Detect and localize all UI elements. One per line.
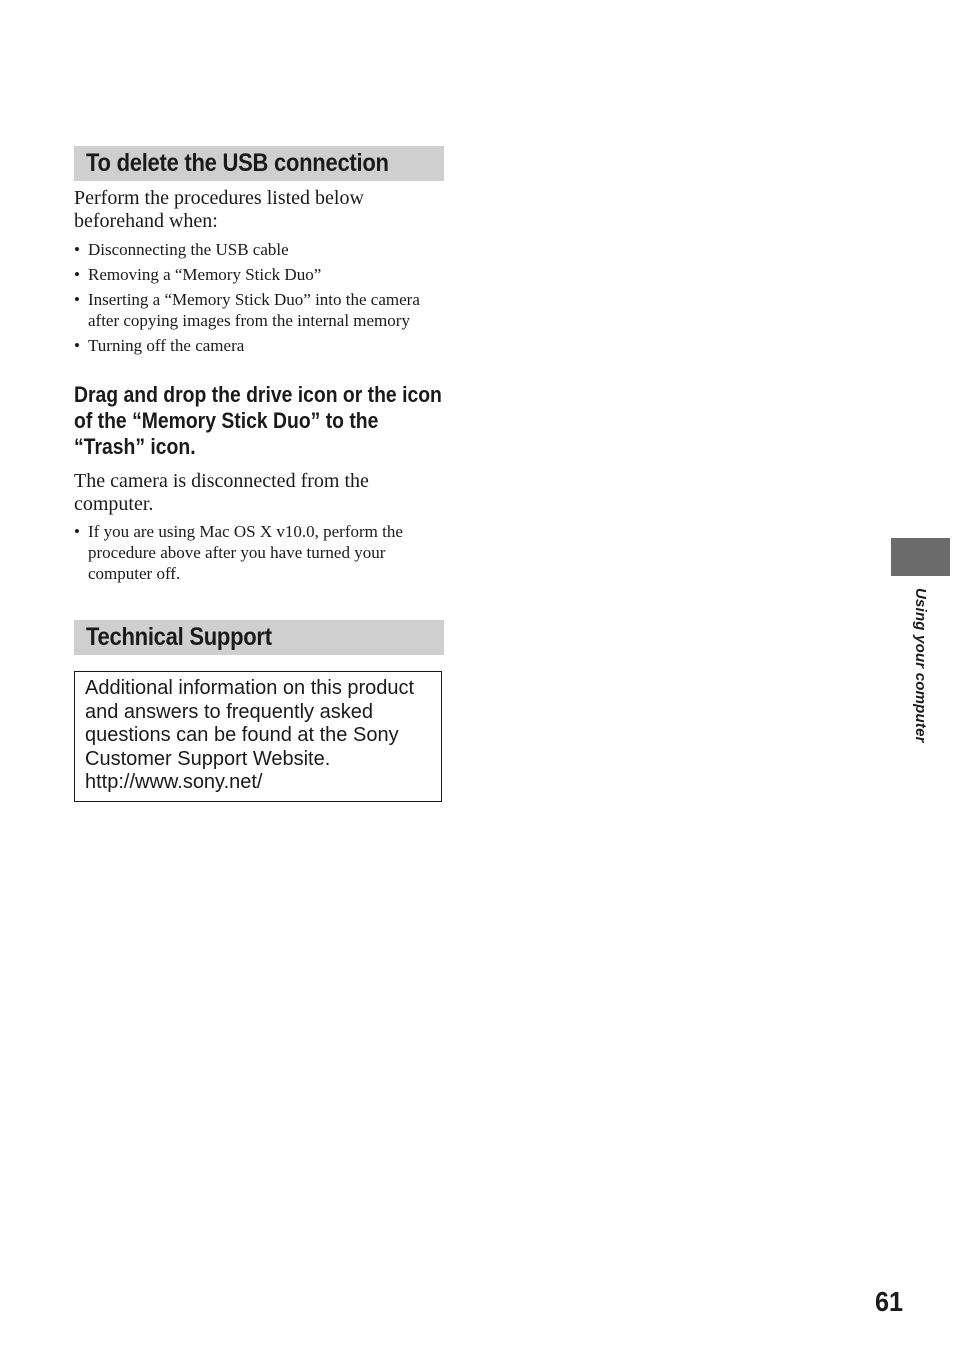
bullet-icon: •	[74, 290, 80, 309]
section-title-technical-support: Technical Support	[86, 623, 272, 651]
usb-bullet-list	[74, 239, 444, 356]
bullet-icon: •	[74, 240, 80, 259]
step-note-list	[74, 521, 444, 584]
page-number: 61	[875, 1286, 904, 1317]
list-item: • Turning off the camera	[74, 336, 245, 355]
bullet-icon: •	[74, 336, 80, 355]
list-item: • If you are using Mac OS X v10.0, perform the procedure above after you have turned your computer off.	[74, 522, 403, 583]
support-info-text: Additional information on this product and answers to frequently asked questions can be found at the Sony Customer Support Website.	[85, 677, 415, 770]
list-item: • Inserting a “Memory Stick Duo” into the camera after copying images from the internal memory	[74, 290, 420, 330]
bullet-icon: •	[74, 522, 80, 541]
step-heading-drag-drop: Drag and drop the drive icon or the icon of the “Memory Stick Duo” to the “Trash” icon.	[74, 382, 442, 459]
list-item: • Disconnecting the USB cable	[74, 240, 289, 259]
section-title-usb: To delete the USB connection	[86, 149, 389, 177]
section-header-usb	[74, 146, 444, 181]
usb-intro-text: Perform the procedures listed below beforehand when:	[74, 187, 364, 232]
chapter-tab	[891, 538, 950, 576]
step-body-text: The camera is disconnected from the computer.	[74, 470, 369, 515]
bullet-icon: •	[74, 265, 80, 284]
support-info-box	[74, 671, 442, 802]
support-website-link[interactable]: http://www.sony.net/	[85, 771, 263, 793]
chapter-label-text: Using your computer	[912, 588, 929, 743]
section-header-technical-support	[74, 620, 444, 655]
list-item: • Removing a “Memory Stick Duo”	[74, 265, 322, 284]
main-column	[74, 146, 444, 802]
